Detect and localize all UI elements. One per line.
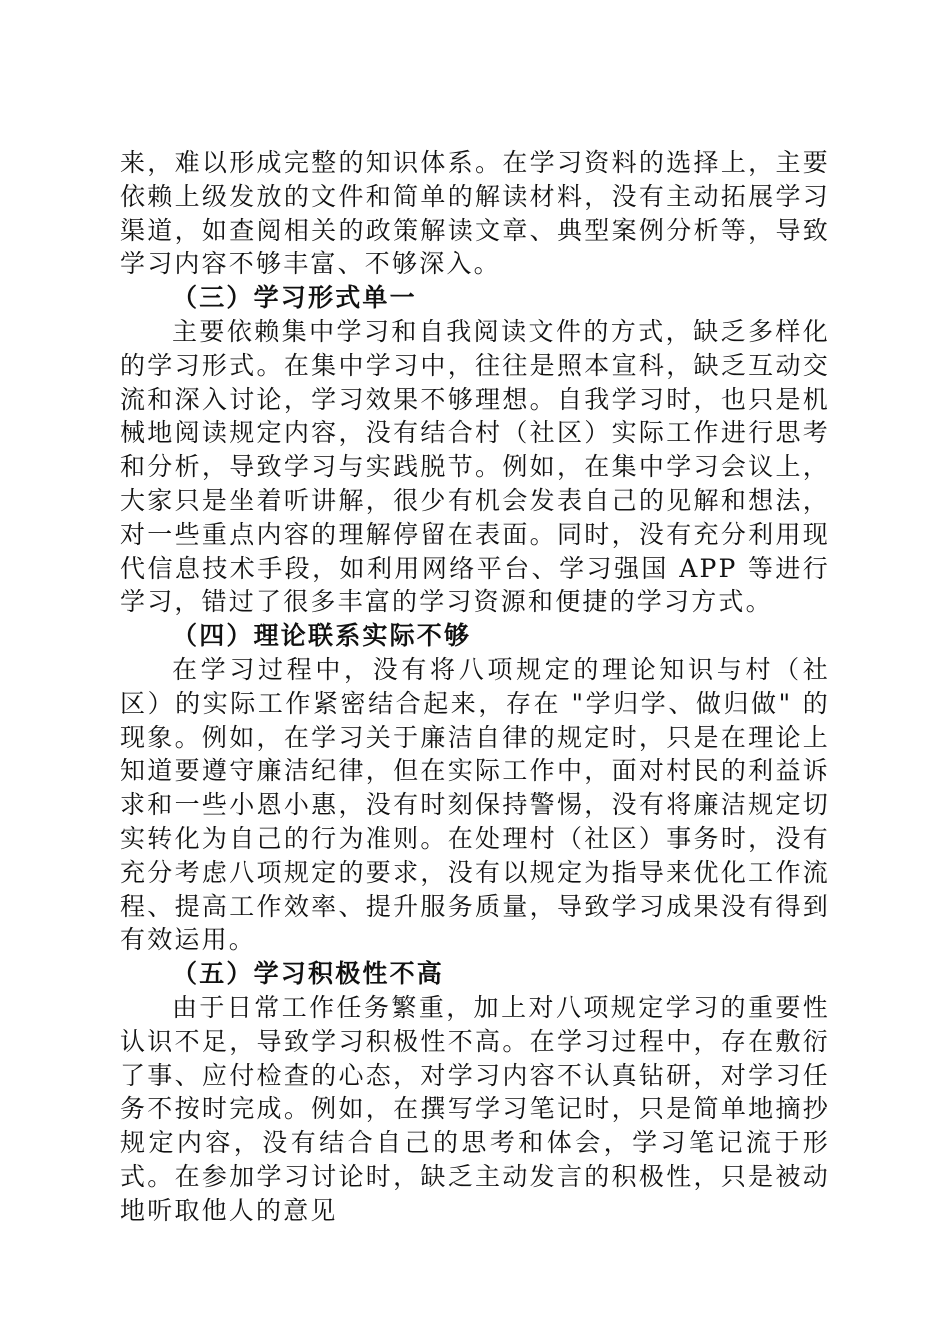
document-body — [120, 146, 830, 1228]
section-heading-4: （四）理论联系实际不够 — [172, 621, 472, 651]
paragraph-learning-form: 主要依赖集中学习和自我阅读文件的方式，缺乏多样化的学习形式。在集中学习中，往往是照本宣科，缺乏互动交流和深入讨论，学习效果不够理想。自我学习时，也只是机械地阅读规定内容，没有结合村（社区）实际工作进行思考和分析，导致学习与实践脱节。例如，在集中学习会议上，大家只是坐着听讲解，很少有机会发表自己的见解和想法，对一些重点内容的理解停留在表面。同时，没有充分利用现代信息技术手段，如利用网络平台、学习强国 APP 等进行学习，错过了很多丰富的学习资源和便捷的学习方式。 — [120, 316, 830, 617]
paragraph-theory-practice: 在学习过程中，没有将八项规定的理论知识与村（社区）的实际工作紧密结合起来，存在 "学归学、做归做" 的现象。例如，在学习关于廉洁自律的规定时，只是在理论上知道要遵守廉洁纪律，但在实际工作中，面对村民的利益诉求和一些小恩小惠，没有时刻保持警惕，没有将廉洁规定切实转化为自己的行为准则。在处理村（社区）事务时，没有充分考虑八项规定的要求，没有以规定为指导来优化工作流程、提高工作效率、提升服务质量，导致学习成果没有得到有效运用。 — [120, 654, 830, 955]
paragraph-learning-enthusiasm: 由于日常工作任务繁重，加上对八项规定学习的重要性认识不足，导致学习积极性不高。在学习过程中，存在敷衍了事、应付检查的心态，对学习内容不认真钻研，对学习任务不按时完成。例如，在撰写学习笔记时，只是简单地摘抄规定内容，没有结合自己的思考和体会，学习笔记流于形式。在参加学习讨论时，缺乏主动发言的积极性，只是被动地听取他人的意见 — [120, 992, 830, 1225]
section-heading-3: （三）学习形式单一 — [172, 283, 417, 313]
paragraph-continuation: 来，难以形成完整的知识体系。在学习资料的选择上，主要依赖上级发放的文件和简单的解读材料，没有主动拓展学习渠道，如查阅相关的政策解读文章、典型案例分析等，导致学习内容不够丰富、不够深入。 — [120, 148, 830, 279]
section-heading-5: （五）学习积极性不高 — [172, 959, 445, 989]
